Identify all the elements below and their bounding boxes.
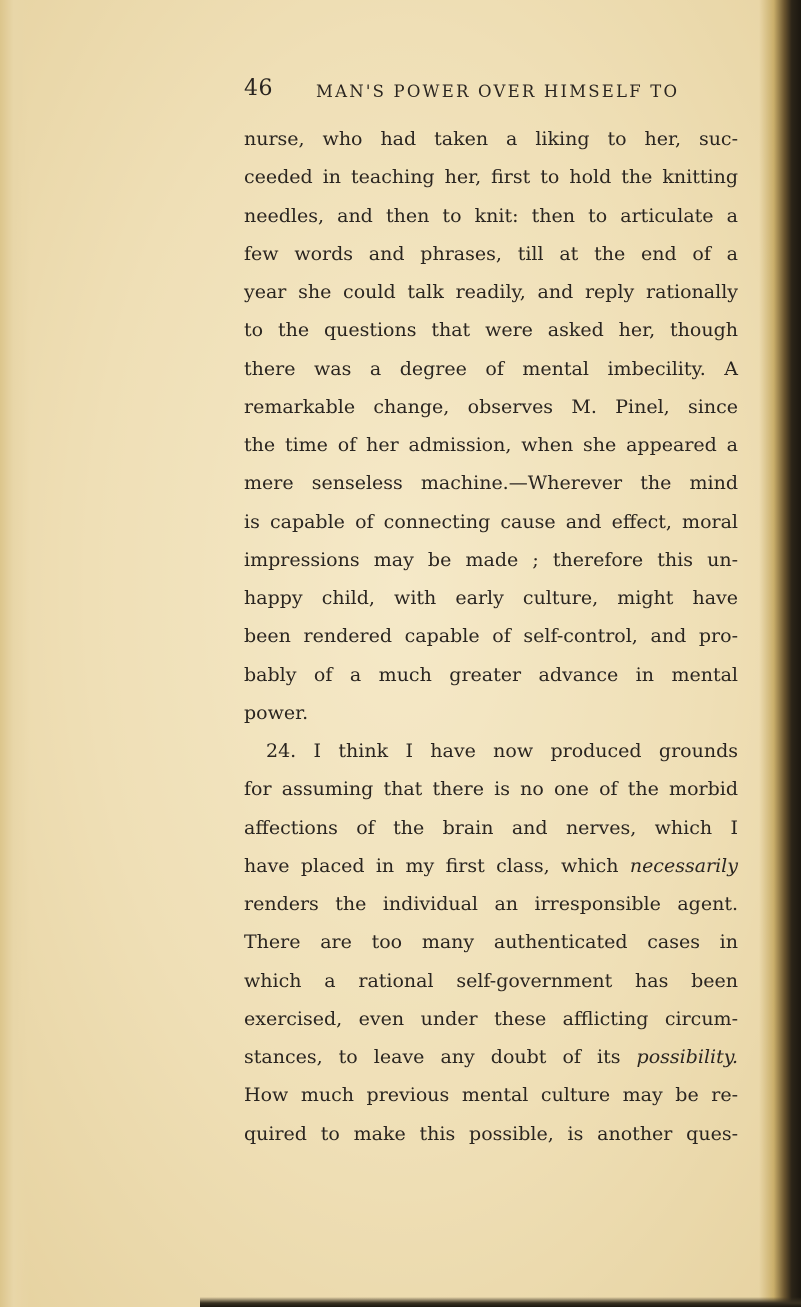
text-line: affections of the brain and nerves, which I: [244, 816, 738, 839]
body-text: [244, 120, 738, 1153]
text-line: there was a degree of mental imbecility. A: [244, 357, 738, 380]
text-line: year she could talk readily, and reply rationally: [244, 281, 738, 303]
text-segment: have placed in my first class, which: [244, 854, 630, 877]
text-line: mere senseless machine.—Wherever the mind: [244, 472, 738, 495]
page-number: 46: [244, 76, 273, 101]
page-bottom-shadow: [200, 1297, 801, 1307]
page-left-margin-shadow: [0, 0, 30, 1307]
text-line: been rendered capable of self-control, and pro-: [244, 625, 738, 648]
text-line: power.: [244, 701, 309, 724]
italic-word-necessarily: necessarily: [629, 854, 738, 877]
text-line: How much previous mental culture may be re-: [244, 1084, 738, 1107]
text-line: remarkable change, observes M. Pinel, since: [244, 395, 738, 418]
text-line: happy child, with early culture, might have: [244, 587, 738, 609]
text-line: renders the individual an irresponsible agent.: [244, 893, 738, 915]
text-line: There are too many authenticated cases in: [244, 931, 738, 954]
page-binding-shadow: [759, 0, 801, 1307]
italic-word-possibility: possibility.: [636, 1046, 738, 1068]
text-line-with-italic: [244, 1038, 738, 1076]
text-line: quired to make this possible, is another ques-: [244, 1122, 738, 1145]
paragraph-24-first-line: 24. I think I have now produced grounds: [266, 740, 738, 762]
running-title: MAN'S POWER OVER HIMSELF TO: [316, 82, 680, 101]
text-line: few words and phrases, till at the end of a: [244, 242, 738, 265]
text-segment: stances, to leave any doubt of its: [244, 1046, 637, 1068]
text-line: needles, and then to knit: then to articulate a: [244, 204, 738, 227]
text-line: to the questions that were asked her, though: [244, 319, 738, 342]
text-line: bably of a much greater advance in mental: [244, 663, 738, 686]
text-line: nurse, who had taken a liking to her, suc-: [244, 128, 738, 150]
text-line: ceeded in teaching her, first to hold the knitting: [244, 166, 738, 189]
text-line: the time of her admission, when she appeared a: [244, 434, 738, 456]
text-line: impressions may be made ; therefore this un-: [244, 548, 738, 571]
text-line: which a rational self-government has been: [244, 969, 738, 992]
running-head: [244, 76, 744, 108]
text-line: for assuming that there is no one of the morbid: [244, 778, 738, 801]
text-line: exercised, even under these afflicting circum-: [244, 1007, 738, 1030]
text-line-with-italic: [244, 847, 738, 885]
text-line: is capable of connecting cause and effect, moral: [244, 510, 738, 533]
